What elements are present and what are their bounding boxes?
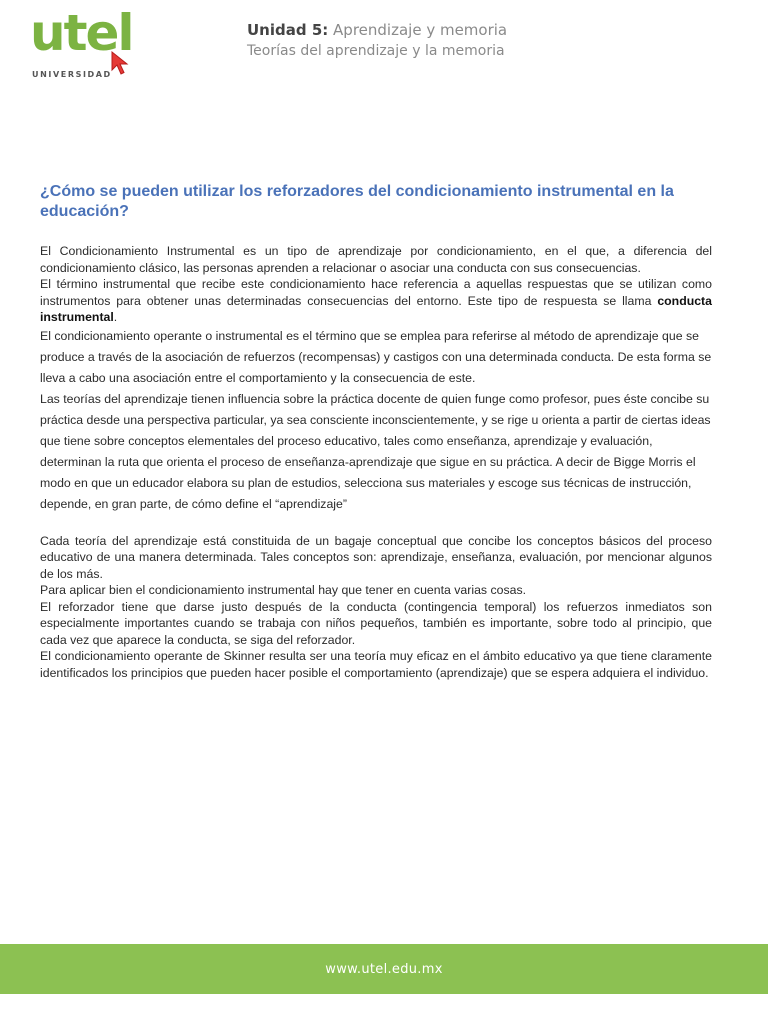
unit-label: Unidad 5:	[247, 21, 329, 39]
unit-subtitle: Teorías del aprendizaje y la memoria	[247, 43, 505, 59]
logo-subtext: UNIVERSIDAD	[32, 70, 112, 79]
paragraph: El Condicionamiento Instrumental es un tipo de aprendizaje por condicionamiento, en el que, a diferencia del condicionamiento clásico, las personas aprenden a relacionar o asociar una conducta con sus consecuencias.	[40, 244, 712, 275]
cursor-icon	[110, 50, 132, 76]
paragraph	[40, 276, 712, 326]
unit-heading	[247, 20, 507, 40]
paragraph: El reforzador tiene que darse justo después de la conducta (contingencia temporal) los refuerzos inmediatos son especialmente importantes cuando se trabaja con niños pequeños, también es importante, sobre todo al principio, que cada vez que aparece la conducta, se siga del reforzador.	[40, 599, 712, 647]
document-body	[40, 243, 712, 681]
document-title: ¿Cómo se pueden utilizar los reforzadores del condicionamiento instrumental en la educación?	[40, 183, 674, 220]
paragraph: Para aplicar bien el condicionamiento instrumental hay que tener en cuenta varias cosas.	[40, 583, 527, 597]
paragraph-text: .	[113, 310, 118, 324]
paragraph: Las teorías del aprendizaje tienen influencia sobre la práctica docente de quien funge como profesor, pues éste concibe su práctica desde una perspectiva particular, ya sea consciente inconscientemente, y se rige u orienta a partir de ciertas ideas que tiene sobre conceptos elementales del proceso educativo, tales como enseñanza, aprendizaje y evaluación, determinan la ruta que orienta el proceso de enseñanza-aprendizaje que sigue en su práctica. A decir de Bigge Morris el modo en que un educador elabora su plan de estudios, selecciona sus materiales y escoge sus técnicas de instrucción, depende, en gran parte, de cómo define el “aprendizaje”	[40, 391, 711, 511]
paragraph: El condicionamiento operante de Skinner resulta ser una teoría muy eficaz en el ámbito educativo ya que tiene claramente identificados los principios que pueden hacer posible el comportamiento (aprendizaje) que se espera adquiera el individuo.	[40, 649, 712, 680]
utel-logo	[30, 4, 140, 84]
page-header	[247, 20, 507, 62]
paragraph: Cada teoría del aprendizaje está constituida de un bagaje conceptual que concibe los conceptos básicos del proceso educativo de una manera determinada. Tales conceptos son: aprendizaje, enseñanza, evaluación, por mencionar algunos de los más.	[40, 533, 712, 581]
logo-wordmark: utel	[30, 4, 133, 62]
paragraph-text: El término instrumental que recibe este condicionamiento hace referencia a aquellas respuestas que se utilizan como instrumentos para obtener unas determinadas consecuencias del entorno. Este tipo de respuesta se llama	[40, 277, 712, 308]
bold-term: conducta instrumental	[40, 293, 712, 324]
footer-url: www.utel.edu.mx	[325, 961, 443, 977]
paragraph: El condicionamiento operante o instrumental es el término que se emplea para referirse al método de aprendizaje que se produce a través de la asociación de refuerzos (recompensas) y castigos con una determinada conducta. De esta forma se lleva a cabo una asociación entre el comportamiento y la consecuencia de este.	[40, 328, 712, 385]
paragraph-block-intro	[40, 243, 712, 326]
page-footer	[0, 944, 768, 994]
paragraph-block-application	[40, 533, 712, 682]
unit-title: Aprendizaje y memoria	[333, 21, 508, 39]
paragraph-block-theory	[40, 326, 712, 515]
